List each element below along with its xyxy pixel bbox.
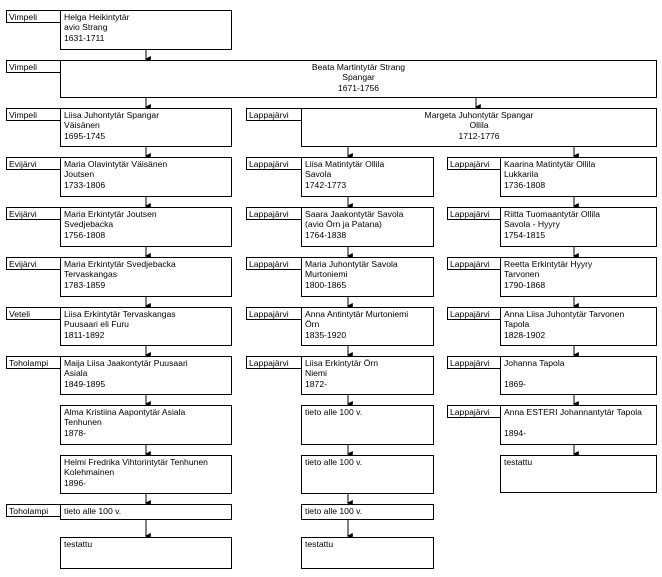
person-name: Maria Erkintytär Joutsen: [64, 209, 157, 219]
place-label: Toholampi: [6, 356, 61, 369]
person-married-name: Tervaskangas: [64, 269, 118, 280]
person-name: Margeta Juhontytär Spangar: [424, 110, 534, 120]
person-name: tieto alle 100 v.: [305, 407, 363, 417]
person-name: Kaarina Matintytär Ollila: [504, 159, 596, 169]
person-married-name: Puusaari eli Furu: [64, 319, 129, 330]
person-box: [60, 455, 232, 494]
person-box: [500, 157, 657, 197]
person-married-name: Väisänen: [64, 120, 100, 131]
place-label: Evijärvi: [6, 157, 61, 170]
person-name: Helmi Fredrika Vihtorintytär Tenhunen: [64, 457, 208, 467]
person-married-name: Savola: [305, 169, 332, 180]
place-label: Veteli: [6, 307, 61, 320]
person-married-name: Joutsen: [64, 169, 95, 180]
person-married-name: [504, 368, 653, 378]
place-label: Lappajärvi: [246, 157, 302, 170]
person-years: 1783-1859: [64, 279, 106, 290]
person-married-name: Niemi: [305, 368, 327, 379]
person-box: [60, 157, 232, 197]
person-years: 1894-: [504, 427, 526, 438]
person-married-name: Tarvonen: [504, 269, 540, 280]
person-name: Reetta Erkintytär Hyyry: [504, 259, 593, 269]
person-married-name: Tenhunen: [64, 417, 102, 428]
person-name: Maija Liisa Jaakontytär Puusaari: [64, 358, 188, 368]
person-years: 1671-1756: [337, 82, 380, 93]
person-name: Liisa Matintytär Ollila: [305, 159, 385, 169]
person-years: 1878-: [64, 427, 86, 438]
person-years: 1800-1865: [305, 279, 347, 290]
person-married-name: [504, 417, 653, 427]
person-years: 1733-1806: [64, 179, 106, 190]
place-label: Lappajärvi: [246, 307, 302, 320]
person-years: 1754-1815: [504, 229, 546, 240]
person-married-name: Tapola: [504, 319, 530, 330]
person-married-name: Örn: [305, 319, 320, 330]
person-name: Beata Martintytär Strang: [311, 62, 406, 72]
place-label: Lappajärvi: [246, 108, 302, 121]
person-years: 1869-: [504, 378, 526, 389]
person-years: 1790-1868: [504, 279, 546, 290]
person-name: Helga Heikintytär: [64, 12, 130, 22]
person-box: [301, 537, 434, 569]
person-years: 1828-1902: [504, 329, 546, 340]
person-married-name: avio Strang: [64, 22, 108, 33]
person-box: [301, 455, 434, 494]
person-married-name: Savola - Hyyry: [504, 219, 560, 230]
person-years: 1695-1745: [64, 130, 106, 141]
place-label: Vimpeli: [6, 108, 61, 121]
place-label: Evijärvi: [6, 207, 61, 220]
person-name: tieto alle 100 v.: [64, 506, 122, 516]
person-box: [60, 504, 232, 520]
person-years: 1896-: [64, 477, 86, 488]
person-box: [500, 207, 657, 247]
person-box: [301, 207, 434, 247]
person-years: 1872-: [305, 378, 327, 389]
place-label: Vimpeli: [6, 10, 61, 23]
person-name: Riitta Tuomaantytär Ollila: [504, 209, 600, 219]
person-years: 1811-1892: [64, 329, 105, 340]
place-label: Lappajärvi: [447, 405, 501, 418]
person-years: 1756-1808: [64, 229, 106, 240]
person-married-name: Lukkarila: [504, 169, 539, 180]
person-box: [60, 307, 232, 346]
person-name: Liisa Erkintytär Örn: [305, 358, 379, 368]
person-name: Liisa Erkintytär Tervaskangas: [64, 309, 176, 319]
place-label: Lappajärvi: [246, 356, 302, 369]
person-name: Alma Kristiina Aapontytär Asiala: [64, 407, 186, 417]
person-name: Maria Juhontytär Savola: [305, 259, 398, 269]
place-label: Lappajärvi: [447, 307, 501, 320]
place-label: Lappajärvi: [447, 157, 501, 170]
place-label: Evijärvi: [6, 257, 61, 270]
person-box: [301, 504, 434, 520]
person-years: 1849-1895: [64, 378, 106, 389]
person-box: [60, 356, 232, 395]
person-name: testattu: [305, 539, 334, 549]
place-label: Lappajärvi: [447, 207, 501, 220]
person-name: Anna Antintytär Murtoniemi: [305, 309, 409, 319]
person-box: [500, 257, 657, 297]
person-married-name: Asiala: [64, 368, 88, 379]
person-married-name: Spangar: [342, 72, 375, 83]
person-married-name: Ollila: [469, 120, 489, 131]
person-box: [301, 356, 434, 395]
person-box: [60, 10, 232, 50]
place-label: Toholampi: [6, 504, 61, 517]
person-name: tieto alle 100 v.: [305, 457, 363, 467]
person-years: 1835-1920: [305, 329, 347, 340]
person-married-name: Murtoniemi: [305, 269, 348, 280]
person-name: Maria Erkintytär Svedjebacka: [64, 259, 176, 269]
person-box: [301, 405, 434, 445]
person-years: 1742-1773: [305, 179, 347, 190]
person-box: [301, 307, 434, 346]
place-label: Lappajärvi: [246, 207, 302, 220]
person-box: [60, 257, 232, 297]
person-name: testattu: [504, 457, 533, 467]
person-name: testattu: [64, 539, 93, 549]
person-married-name: Svedjebacka: [64, 219, 114, 230]
place-label: Lappajärvi: [447, 257, 501, 270]
person-box: [500, 405, 657, 445]
person-years: 1631-1711: [64, 32, 105, 43]
person-box: [500, 455, 657, 493]
place-label: Lappajärvi: [447, 356, 501, 369]
person-years: 1736-1808: [504, 179, 546, 190]
person-name: Anna Liisa Juhontytär Tarvonen: [504, 309, 625, 319]
person-married-name: Kolehmainen: [64, 467, 115, 478]
person-name: Johanna Tapola: [504, 358, 565, 368]
person-box: [500, 307, 657, 346]
person-box: [60, 60, 657, 98]
person-name: Maria Olavintytär Väisänen: [64, 159, 168, 169]
person-name: tieto alle 100 v.: [305, 506, 363, 516]
person-box: [60, 108, 232, 147]
person-box: [60, 207, 232, 247]
person-married-name: (avio Örn ja Patana): [305, 219, 382, 230]
person-years: 1764-1838: [305, 229, 347, 240]
place-label: Vimpeli: [6, 60, 61, 73]
person-box: [500, 356, 657, 395]
person-box: [301, 157, 434, 197]
person-box: [301, 257, 434, 297]
person-name: Liisa Juhontytär Spangar: [64, 110, 160, 120]
person-box: [60, 537, 232, 569]
person-name: Anna ESTERI Johannantytär Tapola: [504, 407, 642, 417]
place-label: Lappajärvi: [246, 257, 302, 270]
person-years: 1712-1776: [458, 130, 500, 141]
person-box: [301, 108, 657, 147]
person-name: Saara Jaakontytär Savola: [305, 209, 404, 219]
person-box: [60, 405, 232, 445]
